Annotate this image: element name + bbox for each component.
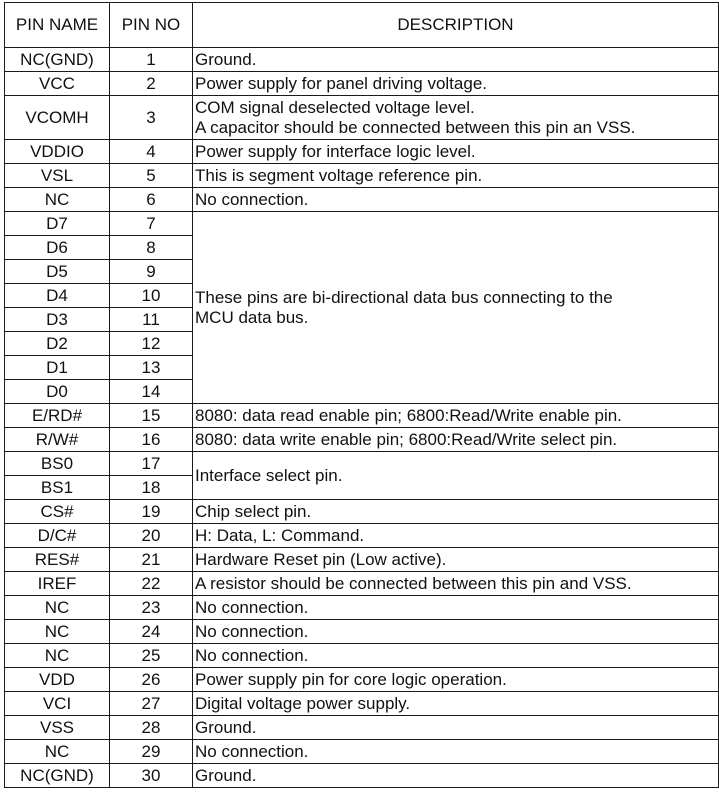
description-cell — [193, 404, 719, 428]
table-row — [5, 212, 719, 236]
pin-number-cell: 13 — [110, 356, 193, 380]
table-row — [5, 716, 719, 740]
description-line: Hardware Reset pin (Low active). — [195, 549, 447, 569]
pin-number-cell: 22 — [110, 572, 193, 596]
pin-number-cell: 3 — [110, 96, 193, 140]
description-line: No connection. — [195, 621, 309, 641]
description-line: MCU data bus. — [195, 307, 309, 327]
description-line: No connection. — [195, 189, 309, 209]
pin-number-cell: 18 — [110, 476, 193, 500]
description-cell — [193, 164, 719, 188]
description-line: Chip select pin. — [195, 501, 312, 521]
description-cell — [193, 572, 719, 596]
pin-name-cell: NC — [5, 740, 110, 764]
pin-name-cell: NC — [5, 188, 110, 212]
pin-number-cell: 27 — [110, 692, 193, 716]
pin-number-cell: 2 — [110, 72, 193, 96]
table-row — [5, 572, 719, 596]
table-row — [5, 740, 719, 764]
pin-name-cell: NC — [5, 644, 110, 668]
table-row — [5, 48, 719, 72]
table-row — [5, 96, 719, 140]
pin-name-cell: CS# — [5, 500, 110, 524]
pin-number-cell: 20 — [110, 524, 193, 548]
pin-number-cell: 17 — [110, 452, 193, 476]
description-cell — [193, 716, 719, 740]
table-row — [5, 428, 719, 452]
pin-name-cell: D1 — [5, 356, 110, 380]
table-row — [5, 548, 719, 572]
pin-number-cell: 19 — [110, 500, 193, 524]
pin-number-cell: 11 — [110, 308, 193, 332]
description-cell — [193, 764, 719, 788]
pin-number-cell: 5 — [110, 164, 193, 188]
pin-number-cell: 24 — [110, 620, 193, 644]
pin-name-cell: BS0 — [5, 452, 110, 476]
description-line: This is segment voltage reference pin. — [195, 165, 483, 185]
description-cell — [193, 96, 719, 140]
header-pin-name: PIN NAME — [5, 3, 110, 48]
description-line: Ground. — [195, 717, 257, 737]
pin-name-cell: VDD — [5, 668, 110, 692]
description-line: Digital voltage power supply. — [195, 693, 411, 713]
table-body — [5, 48, 719, 788]
pin-number-cell: 14 — [110, 380, 193, 404]
table-row — [5, 596, 719, 620]
pin-number-cell: 9 — [110, 260, 193, 284]
description-line: No connection. — [195, 597, 309, 617]
description-cell — [193, 140, 719, 164]
table-row — [5, 404, 719, 428]
pin-description-table — [4, 2, 719, 788]
pin-name-cell: D6 — [5, 236, 110, 260]
description-line: A capacitor should be connected between this pin an VSS. — [195, 117, 636, 137]
pin-name-cell: NC — [5, 596, 110, 620]
description-cell — [193, 644, 719, 668]
table-row — [5, 620, 719, 644]
table-row — [5, 764, 719, 788]
header-description: DESCRIPTION — [193, 3, 719, 48]
pin-name-cell: VCI — [5, 692, 110, 716]
description-cell — [193, 48, 719, 72]
pin-name-cell: NC — [5, 620, 110, 644]
description-line: A resistor should be connected between this pin and VSS. — [195, 573, 632, 593]
pin-number-cell: 1 — [110, 48, 193, 72]
pin-number-cell: 25 — [110, 644, 193, 668]
description-line: 8080: data read enable pin; 6800:Read/Write enable pin. — [195, 405, 622, 425]
header-row — [5, 3, 719, 48]
table-row — [5, 72, 719, 96]
pin-number-cell: 21 — [110, 548, 193, 572]
pin-name-cell: NC(GND) — [5, 764, 110, 788]
description-line: Interface select pin. — [195, 465, 343, 485]
table-row — [5, 188, 719, 212]
table-row — [5, 164, 719, 188]
table-row — [5, 452, 719, 476]
pin-name-cell: D7 — [5, 212, 110, 236]
description-cell — [193, 452, 719, 500]
description-line: Power supply pin for core logic operation. — [195, 669, 507, 689]
description-line: These pins are bi-directional data bus connecting to the — [195, 287, 613, 307]
pin-name-cell: E/RD# — [5, 404, 110, 428]
pin-name-cell: IREF — [5, 572, 110, 596]
pin-name-cell: D3 — [5, 308, 110, 332]
pin-name-cell: D5 — [5, 260, 110, 284]
description-line: No connection. — [195, 741, 309, 761]
description-cell — [193, 596, 719, 620]
pin-name-cell: R/W# — [5, 428, 110, 452]
description-line: No connection. — [195, 645, 309, 665]
pin-name-cell: RES# — [5, 548, 110, 572]
pin-number-cell: 6 — [110, 188, 193, 212]
table-row — [5, 524, 719, 548]
pin-number-cell: 7 — [110, 212, 193, 236]
description-line: Ground. — [195, 765, 257, 785]
pin-name-cell: D/C# — [5, 524, 110, 548]
description-line: COM signal deselected voltage level. — [195, 97, 475, 117]
description-line: H: Data, L: Command. — [195, 525, 365, 545]
pin-number-cell: 16 — [110, 428, 193, 452]
description-line: 8080: data write enable pin; 6800:Read/Write select pin. — [195, 429, 618, 449]
description-line: Power supply for panel driving voltage. — [195, 73, 487, 93]
table-row — [5, 644, 719, 668]
table-row — [5, 500, 719, 524]
pin-number-cell: 29 — [110, 740, 193, 764]
description-cell — [193, 188, 719, 212]
pin-name-cell: BS1 — [5, 476, 110, 500]
description-cell — [193, 428, 719, 452]
pin-name-cell: D0 — [5, 380, 110, 404]
table-row — [5, 140, 719, 164]
description-cell — [193, 740, 719, 764]
pin-name-cell: VCC — [5, 72, 110, 96]
description-cell — [193, 500, 719, 524]
description-cell — [193, 620, 719, 644]
pin-number-cell: 26 — [110, 668, 193, 692]
description-line: Power supply for interface logic level. — [195, 141, 476, 161]
pin-name-cell: D4 — [5, 284, 110, 308]
pin-number-cell: 15 — [110, 404, 193, 428]
pin-number-cell: 23 — [110, 596, 193, 620]
description-cell — [193, 692, 719, 716]
pin-number-cell: 10 — [110, 284, 193, 308]
pin-name-cell: VDDIO — [5, 140, 110, 164]
pin-name-cell: D2 — [5, 332, 110, 356]
description-cell — [193, 548, 719, 572]
pin-number-cell: 30 — [110, 764, 193, 788]
table-header — [5, 3, 719, 48]
header-pin-no: PIN NO — [110, 3, 193, 48]
pin-name-cell: NC(GND) — [5, 48, 110, 72]
pin-number-cell: 4 — [110, 140, 193, 164]
pin-name-cell: VSS — [5, 716, 110, 740]
pin-number-cell: 28 — [110, 716, 193, 740]
table-row — [5, 668, 719, 692]
description-cell — [193, 524, 719, 548]
table-row — [5, 692, 719, 716]
pin-number-cell: 12 — [110, 332, 193, 356]
pin-name-cell: VSL — [5, 164, 110, 188]
description-line: Ground. — [195, 49, 257, 69]
pin-number-cell: 8 — [110, 236, 193, 260]
description-cell — [193, 212, 719, 404]
pin-name-cell: VCOMH — [5, 96, 110, 140]
description-cell — [193, 72, 719, 96]
description-cell — [193, 668, 719, 692]
